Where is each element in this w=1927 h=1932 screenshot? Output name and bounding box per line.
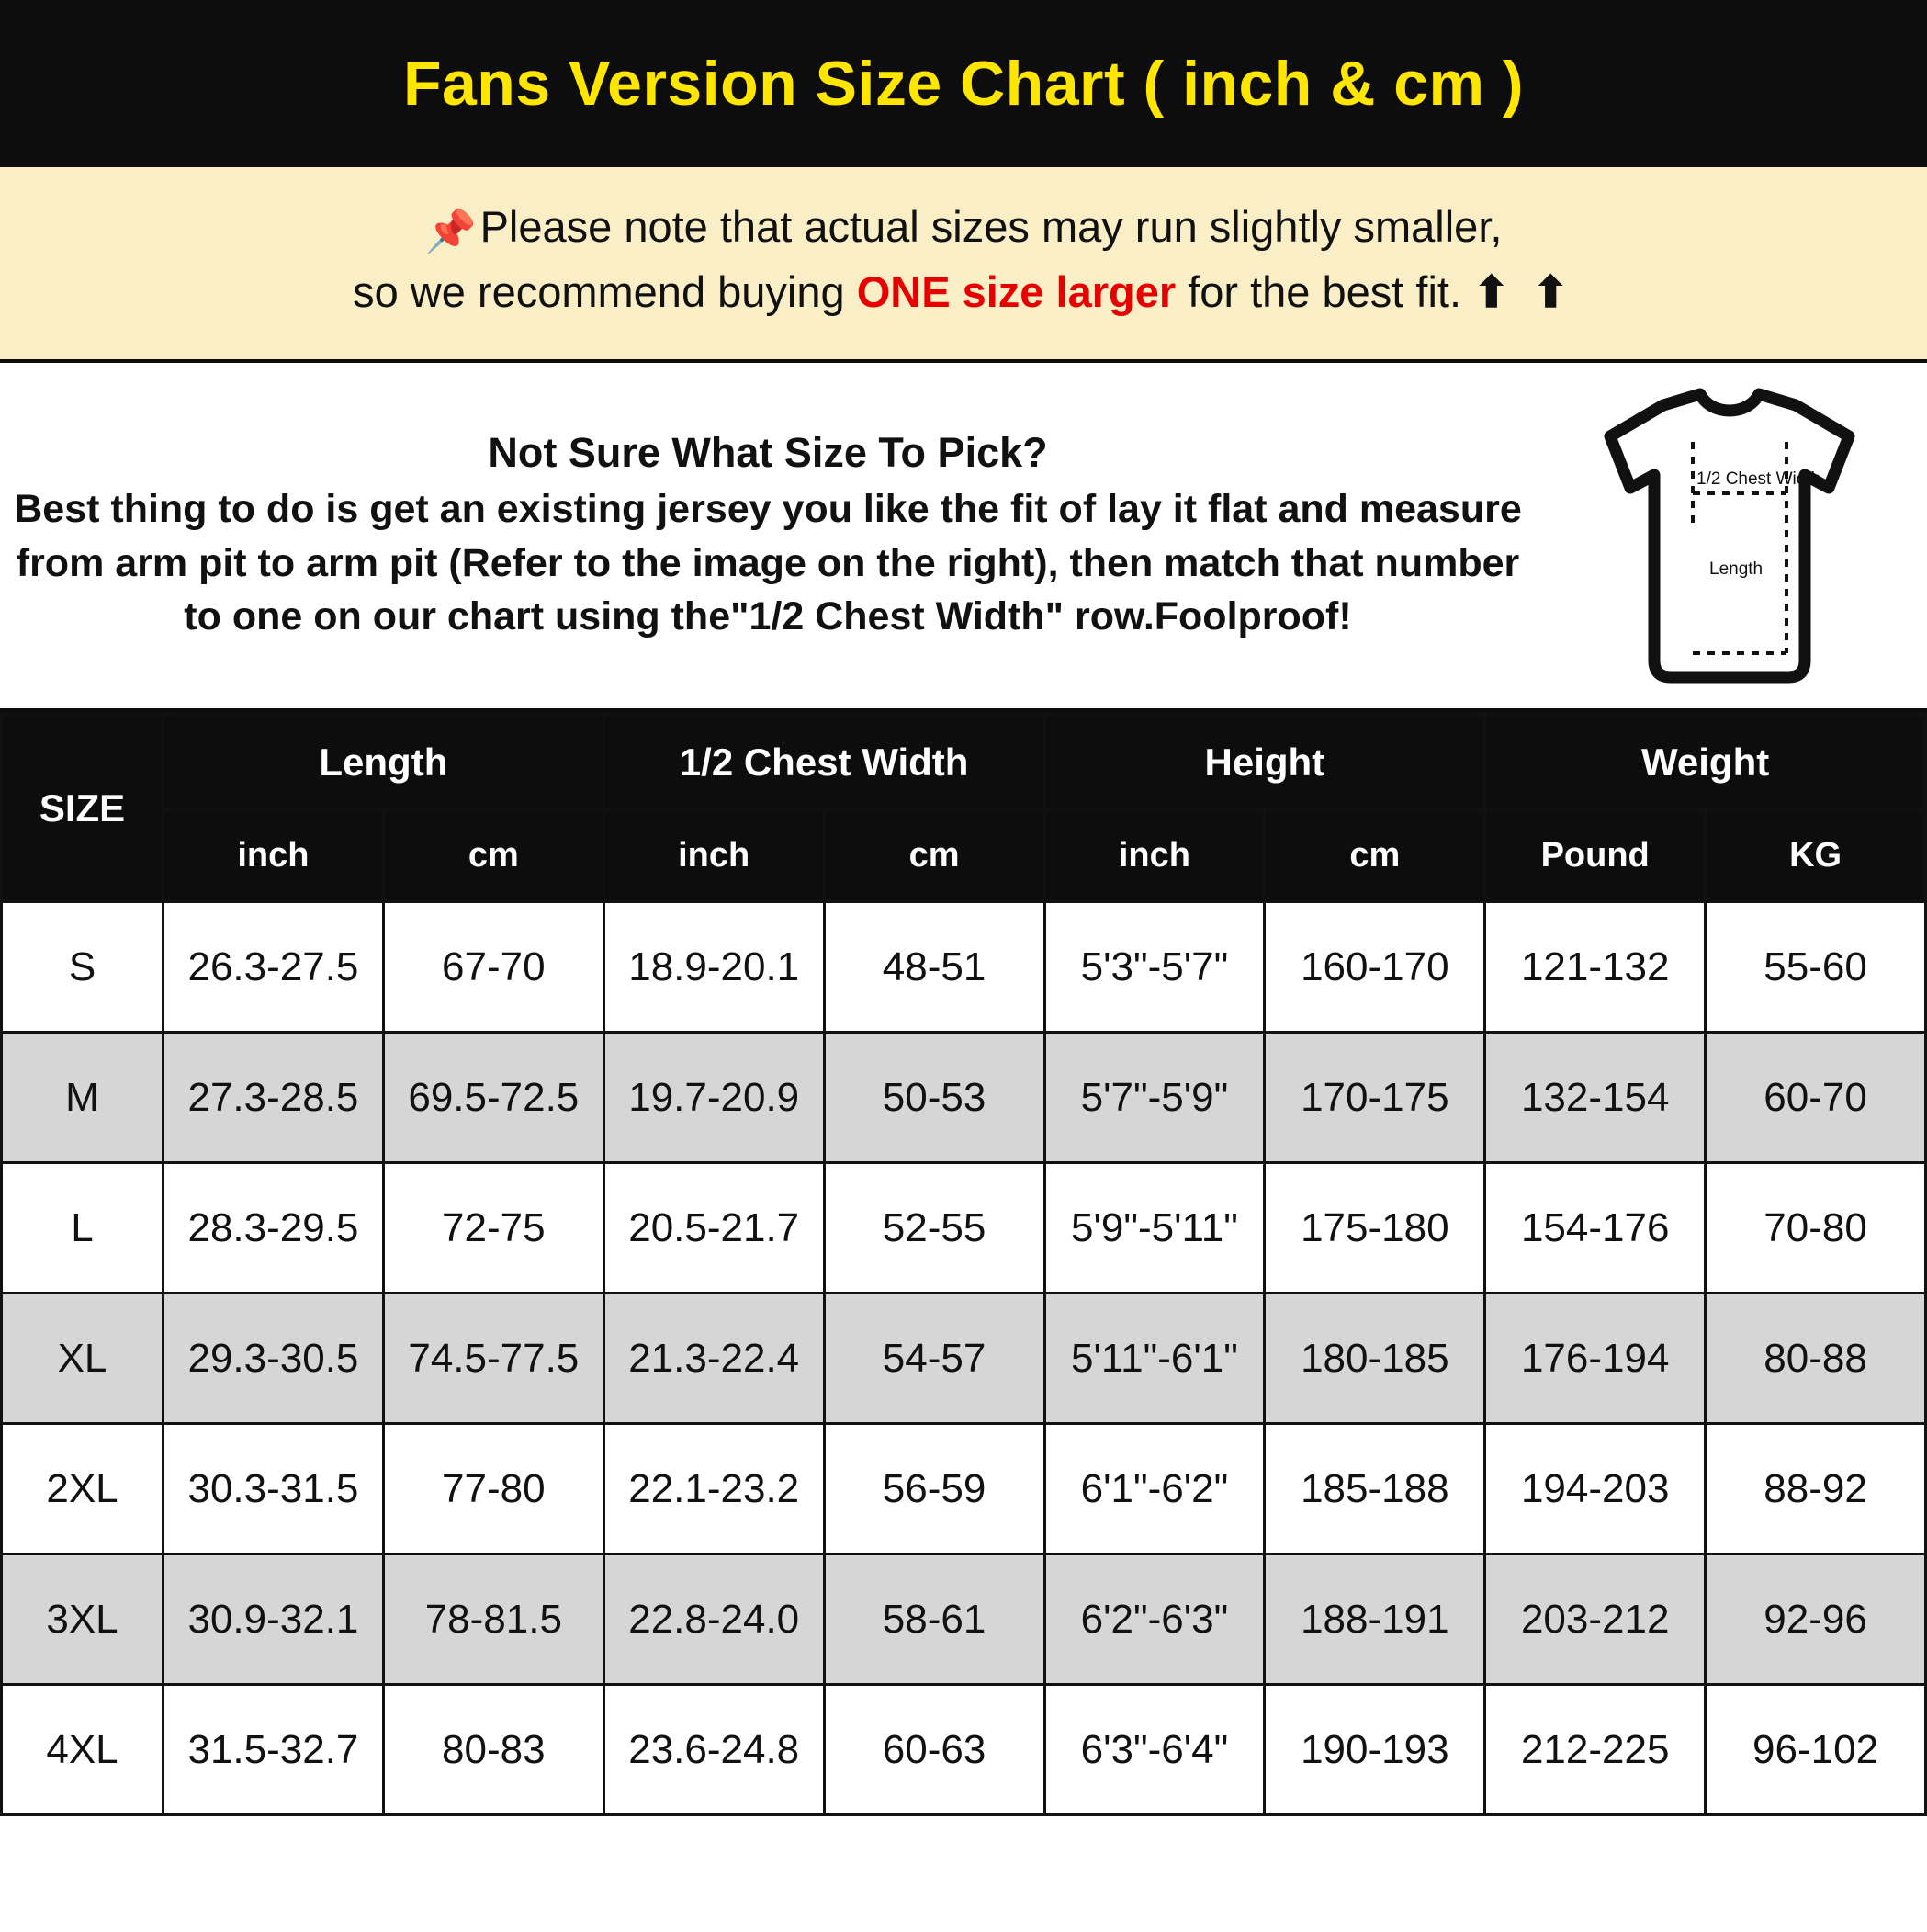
cell-weight-pound: 154-176 bbox=[1485, 1163, 1706, 1294]
header-length: Length bbox=[163, 715, 604, 810]
cell-chest-inch: 22.8-24.0 bbox=[603, 1554, 824, 1685]
page-title: Fans Version Size Chart ( inch & cm ) bbox=[402, 49, 1525, 119]
header-height: Height bbox=[1044, 715, 1485, 810]
cell-weight-pound: 176-194 bbox=[1485, 1294, 1706, 1424]
note-line-1 bbox=[37, 195, 1890, 260]
cell-height-cm: 188-191 bbox=[1265, 1554, 1485, 1685]
figure-chest-label: 1/2 Chest Width bbox=[1696, 469, 1821, 489]
size-table-head bbox=[2, 715, 1926, 902]
cell-weight-pound: 212-225 bbox=[1485, 1685, 1706, 1815]
subheader-length-inch: inch bbox=[163, 810, 384, 902]
table-row bbox=[2, 902, 1926, 1033]
cell-weight-kg: 92-96 bbox=[1706, 1554, 1926, 1685]
note-line-1-text: Please note that actual sizes may run slightly smaller, bbox=[479, 202, 1503, 251]
guidance-body: Best thing to do is get an existing jersey you like the fit of lay it flat and measure from arm pit to arm pit (Refer to the image on the right), then match that number to one on our chart using the"1/2 Chest Width" row.Foolproof! bbox=[14, 486, 1522, 639]
cell-height-cm: 185-188 bbox=[1265, 1424, 1485, 1554]
subheader-weight-kg: KG bbox=[1706, 810, 1926, 902]
cell-height-inch: 5'11"-6'1" bbox=[1044, 1294, 1265, 1424]
cell-length-cm: 80-83 bbox=[383, 1685, 603, 1815]
table-row bbox=[2, 1163, 1926, 1294]
pushpin-icon: 📌 bbox=[424, 208, 477, 254]
row-size: 2XL bbox=[2, 1424, 163, 1554]
cell-height-inch: 6'3"-6'4" bbox=[1044, 1685, 1265, 1815]
cell-chest-cm: 52-55 bbox=[824, 1163, 1044, 1294]
cell-chest-inch: 21.3-22.4 bbox=[603, 1294, 824, 1424]
note-line-2 bbox=[37, 260, 1890, 325]
cell-length-inch: 30.3-31.5 bbox=[163, 1424, 384, 1554]
cell-height-inch: 6'2"-6'3" bbox=[1044, 1554, 1265, 1685]
tshirt-diagram bbox=[1532, 385, 1927, 688]
cell-length-inch: 30.9-32.1 bbox=[163, 1554, 384, 1685]
note-band bbox=[0, 167, 1927, 363]
cell-length-inch: 29.3-30.5 bbox=[163, 1294, 384, 1424]
subheader-height-inch: inch bbox=[1044, 810, 1265, 902]
cell-length-cm: 77-80 bbox=[383, 1424, 603, 1554]
note-emphasis: ONE size larger bbox=[856, 266, 1177, 316]
tshirt-icon bbox=[1546, 385, 1913, 688]
cell-height-inch: 5'9"-5'11" bbox=[1044, 1163, 1265, 1294]
subheader-chest-inch: inch bbox=[603, 810, 824, 902]
cell-weight-kg: 88-92 bbox=[1706, 1424, 1926, 1554]
cell-height-inch: 5'7"-5'9" bbox=[1044, 1033, 1265, 1163]
cell-chest-cm: 48-51 bbox=[824, 902, 1044, 1033]
table-group-header-row bbox=[2, 715, 1926, 810]
cell-height-cm: 170-175 bbox=[1265, 1033, 1485, 1163]
row-size: 3XL bbox=[2, 1554, 163, 1685]
header-bar bbox=[0, 0, 1927, 167]
cell-length-cm: 74.5-77.5 bbox=[383, 1294, 603, 1424]
table-row bbox=[2, 1685, 1926, 1815]
cell-length-cm: 67-70 bbox=[383, 902, 603, 1033]
note-line-2-suffix: for the best fit. bbox=[1176, 266, 1474, 316]
guidance-heading: Not Sure What Size To Pick? bbox=[488, 428, 1048, 476]
cell-weight-pound: 194-203 bbox=[1485, 1424, 1706, 1554]
table-row bbox=[2, 1554, 1926, 1685]
size-table-body bbox=[2, 902, 1926, 1815]
figure-length-label: Length bbox=[1709, 559, 1764, 579]
table-row bbox=[2, 1033, 1926, 1163]
cell-chest-inch: 20.5-21.7 bbox=[603, 1163, 824, 1294]
table-row bbox=[2, 1294, 1926, 1424]
cell-length-inch: 26.3-27.5 bbox=[163, 902, 384, 1033]
cell-weight-pound: 132-154 bbox=[1485, 1033, 1706, 1163]
table-row bbox=[2, 1424, 1926, 1554]
row-size: L bbox=[2, 1163, 163, 1294]
subheader-length-cm: cm bbox=[383, 810, 603, 902]
row-size: 4XL bbox=[2, 1685, 163, 1815]
cell-length-inch: 28.3-29.5 bbox=[163, 1163, 384, 1294]
cell-weight-pound: 203-212 bbox=[1485, 1554, 1706, 1685]
guidance-section bbox=[0, 363, 1927, 713]
guidance-text-block bbox=[0, 429, 1532, 645]
table-sub-header-row bbox=[2, 810, 1926, 902]
row-size: XL bbox=[2, 1294, 163, 1424]
cell-length-cm: 78-81.5 bbox=[383, 1554, 603, 1685]
cell-chest-inch: 19.7-20.9 bbox=[603, 1033, 824, 1163]
arrow-up-icon: ⬆ ⬆ bbox=[1473, 266, 1574, 316]
cell-chest-cm: 58-61 bbox=[824, 1554, 1044, 1685]
cell-weight-kg: 70-80 bbox=[1706, 1163, 1926, 1294]
cell-height-inch: 6'1"-6'2" bbox=[1044, 1424, 1265, 1554]
cell-height-inch: 5'3"-5'7" bbox=[1044, 902, 1265, 1033]
subheader-height-cm: cm bbox=[1265, 810, 1485, 902]
cell-weight-kg: 55-60 bbox=[1706, 902, 1926, 1033]
size-table bbox=[0, 713, 1927, 1816]
subheader-chest-cm: cm bbox=[824, 810, 1044, 902]
cell-height-cm: 160-170 bbox=[1265, 902, 1485, 1033]
cell-height-cm: 180-185 bbox=[1265, 1294, 1485, 1424]
cell-chest-cm: 50-53 bbox=[824, 1033, 1044, 1163]
cell-chest-inch: 23.6-24.8 bbox=[603, 1685, 824, 1815]
note-line-2-prefix: so we recommend buying bbox=[353, 266, 857, 316]
cell-weight-kg: 60-70 bbox=[1706, 1033, 1926, 1163]
cell-chest-inch: 22.1-23.2 bbox=[603, 1424, 824, 1554]
cell-length-inch: 27.3-28.5 bbox=[163, 1033, 384, 1163]
row-size: M bbox=[2, 1033, 163, 1163]
cell-length-cm: 72-75 bbox=[383, 1163, 603, 1294]
cell-chest-cm: 56-59 bbox=[824, 1424, 1044, 1554]
cell-height-cm: 175-180 bbox=[1265, 1163, 1485, 1294]
header-weight: Weight bbox=[1485, 715, 1926, 810]
subheader-weight-pound: Pound bbox=[1485, 810, 1706, 902]
cell-length-cm: 69.5-72.5 bbox=[383, 1033, 603, 1163]
header-chest-width: 1/2 Chest Width bbox=[603, 715, 1044, 810]
cell-weight-pound: 121-132 bbox=[1485, 902, 1706, 1033]
cell-chest-inch: 18.9-20.1 bbox=[603, 902, 824, 1033]
cell-length-inch: 31.5-32.7 bbox=[163, 1685, 384, 1815]
row-size: S bbox=[2, 902, 163, 1033]
cell-weight-kg: 96-102 bbox=[1706, 1685, 1926, 1815]
cell-height-cm: 190-193 bbox=[1265, 1685, 1485, 1815]
cell-weight-kg: 80-88 bbox=[1706, 1294, 1926, 1424]
header-size: SIZE bbox=[2, 715, 163, 902]
cell-chest-cm: 54-57 bbox=[824, 1294, 1044, 1424]
cell-chest-cm: 60-63 bbox=[824, 1685, 1044, 1815]
